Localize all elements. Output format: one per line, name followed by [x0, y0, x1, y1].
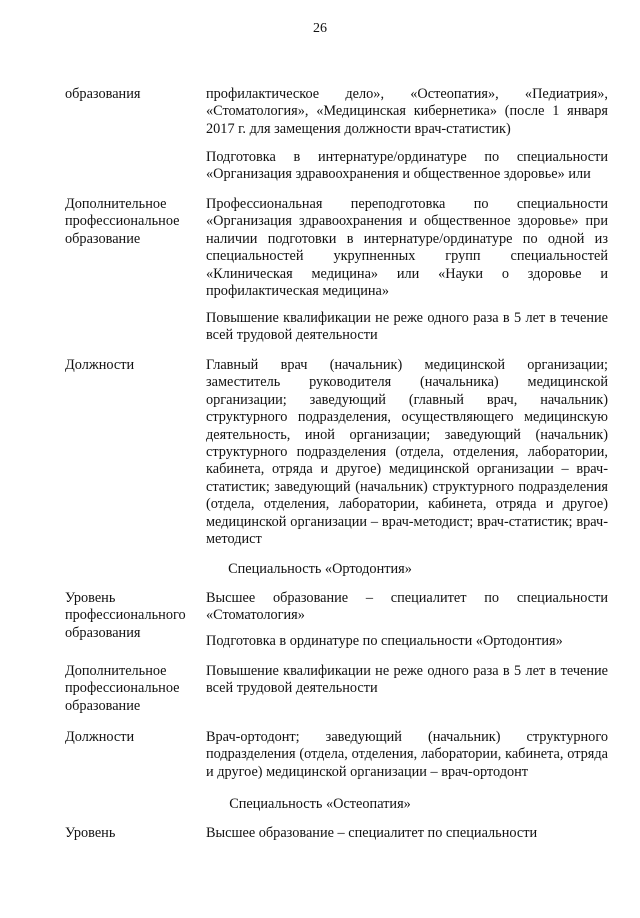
- label-line: профессиональное: [65, 680, 180, 697]
- label-education-level: [65, 590, 200, 642]
- orthodontics-additional-paragraph: Повышение квалификации не реже одного раза в 5 лет в течение всей трудовой деятельности: [206, 663, 608, 697]
- label-line: образование: [65, 230, 141, 247]
- label-positions: Должности: [65, 729, 135, 745]
- section-heading-orthodontics: Специальность «Ортодонтия»: [228, 561, 412, 577]
- positions-paragraph: Главный врач (начальник) медицинской организации; заместитель руководителя (начальника) медицинской организации; заведующий (главный врач, начальник) структурного подразделения, осуществляющего медицинскую деятельность, иной организации; заведующий (начальник) структурного подразделения (отдела, отделения, лаборатории, кабинета, отряда и другое) медицинской организации – врач-статистик; заведующий (начальник) структурного подразделения (отдела, отделения, лаборатории, кабинета, отряда и другое) медицинской организации – врач-методист; врач-статистик; врач-методист: [206, 357, 608, 548]
- label-line: Уровень: [65, 590, 116, 606]
- label-positions: Должности: [65, 357, 135, 373]
- label-line: образования: [65, 624, 141, 641]
- label-level: Уровень: [65, 825, 116, 841]
- label-additional-education: [65, 663, 200, 715]
- section-heading-osteopathy: Специальность «Остеопатия»: [229, 796, 411, 812]
- orthodontics-education-paragraph-2: Подготовка в ординатуре по специальности «Ортодонтия»: [206, 633, 563, 649]
- orthodontics-positions-paragraph: Врач-ортодонт; заведующий (начальник) структурного подразделения (отдела, отделения, лаборатории, кабинета, отряда и другое) медицинской организации – врач-ортодонт: [206, 729, 608, 780]
- osteopathy-education-paragraph: Высшее образование – специалитет по специальности: [206, 825, 538, 841]
- label-line: образование: [65, 697, 141, 714]
- additional-education-paragraph-2: Повышение квалификации не реже одного раза в 5 лет в течение всей трудовой деятельности: [206, 310, 608, 344]
- label-line: профессионального: [65, 607, 186, 624]
- education-paragraph-2: Подготовка в интернатуре/ординатуре по специальности «Организация здравоохранения и общественное здоровье» или: [206, 149, 608, 183]
- page-number: 26: [313, 21, 327, 36]
- orthodontics-education-paragraph-1: Высшее образование – специалитет по специальности «Стоматология»: [206, 590, 608, 624]
- label-additional-education: [65, 196, 200, 248]
- label-education-continued: образования: [65, 86, 141, 102]
- label-line: Дополнительное: [65, 663, 167, 679]
- additional-education-paragraph-1: Профессиональная переподготовка по специальности «Организация здравоохранения и общественное здоровье» при наличии подготовки в интернатуре/ординатуре по одной из специальностей укрупненных групп специальностей «Клиническая медицина» или «Науки о здоровье и профилактическая медицина»: [206, 196, 608, 300]
- label-line: профессиональное: [65, 213, 180, 230]
- education-paragraph-1: профилактическое дело», «Остеопатия», «Педиатрия», «Стоматология», «Медицинская кибернетика» (после 1 января 2017 г. для замещения должности врач-статистик): [206, 86, 608, 137]
- label-line: Дополнительное: [65, 196, 167, 212]
